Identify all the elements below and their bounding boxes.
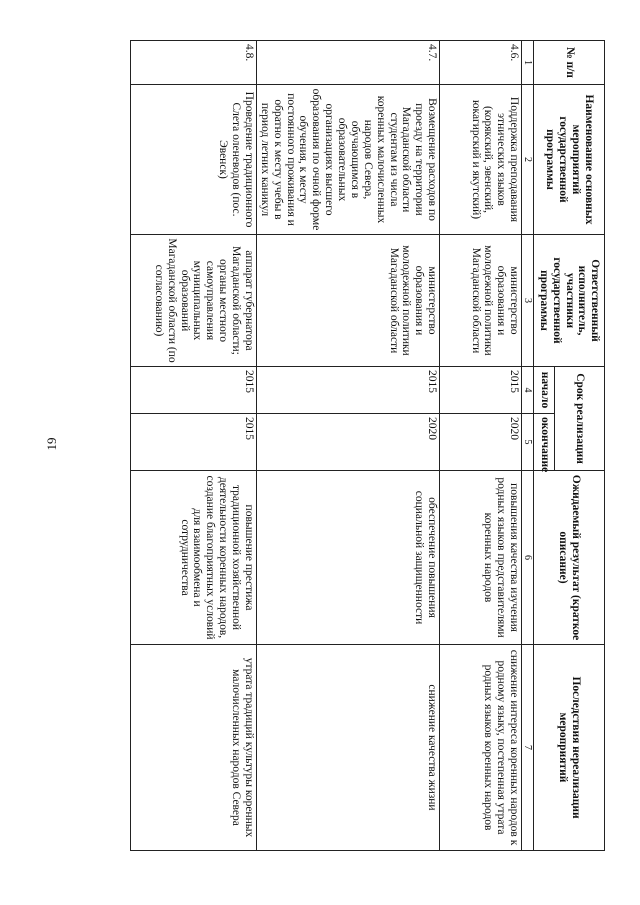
column-number: 2 (522, 85, 534, 235)
row-name: Возмещение расходов по проезду на территории Магаданской области студентам из числа коренных малочисленных народов Севера, обучающимся в образовательных организациях высшего образования по очной форме обучения, к месту постоянного проживания и обратно к месту учебы в период летних каникул (256, 85, 439, 235)
row-num: 4.6. (440, 41, 522, 85)
row-result: повышения качества изучения родных языков представителями коренных народов (440, 471, 522, 645)
header-name: Наименование основных мероприятий государственной программы (534, 85, 605, 235)
row-name: Проведение традиционного Слета оленеводов (пос. Эвенск) (131, 85, 257, 235)
header-consequences: Последствия нереализации мероприятий (534, 645, 605, 851)
column-number: 6 (522, 471, 534, 645)
table-row (131, 41, 257, 851)
header-row (555, 41, 605, 851)
row-start: 2015 (131, 367, 257, 414)
row-name: Поддержка преподавания этнических языков (корякский, эвенский, юкагирский и якутский) (440, 85, 522, 235)
column-number: 1 (522, 41, 534, 85)
rotated-table-container (130, 40, 605, 850)
row-end: 2015 (131, 414, 257, 471)
row-num: 4.8. (131, 41, 257, 85)
header-start: начало (534, 367, 555, 414)
row-responsible: аппарат губернатора Магаданской области; органы местного самоуправления муниципальных образований Магаданской области (по согласованию) (131, 235, 257, 367)
row-end: 2020 (440, 414, 522, 471)
header-end: окончание (534, 414, 555, 471)
row-start: 2015 (440, 367, 522, 414)
program-measures-table (130, 40, 605, 851)
row-result: повышение престижа традиционной хозяйственной деятельности коренных народов, создание благоприятных условий для взаимообмена и сотрудничества (131, 471, 257, 645)
header-num: № п/п (534, 41, 605, 85)
page-number: 19 (44, 437, 59, 451)
row-consequences: утрата традиций культуры коренных малочисленных народов Севера (131, 645, 257, 851)
row-num: 4.7. (256, 41, 439, 85)
row-result: обеспечение повышения социальной защищенности (256, 471, 439, 645)
row-responsible: министерство образования и молодежной политики Магаданской области (440, 235, 522, 367)
column-number: 7 (522, 645, 534, 851)
table-row (440, 41, 522, 851)
column-number: 4 (522, 367, 534, 414)
header-responsible: Ответственный исполнитель, участники государственной программы (534, 235, 605, 367)
row-end: 2020 (256, 414, 439, 471)
row-start: 2015 (256, 367, 439, 414)
row-consequences: снижение интереса коренных народов к родному языку, постепенная утрата родных языков коренных народов (440, 645, 522, 851)
header-term: Срок реализации (555, 367, 605, 471)
row-consequences: снижение качества жизни (256, 645, 439, 851)
column-number: 5 (522, 414, 534, 471)
header-result: Ожидаемый результат (краткое описание) (534, 471, 605, 645)
table-row (256, 41, 439, 851)
column-number-row (522, 41, 534, 851)
row-responsible: министерство образования и молодежной политики Магаданской области (256, 235, 439, 367)
column-number: 3 (522, 235, 534, 367)
